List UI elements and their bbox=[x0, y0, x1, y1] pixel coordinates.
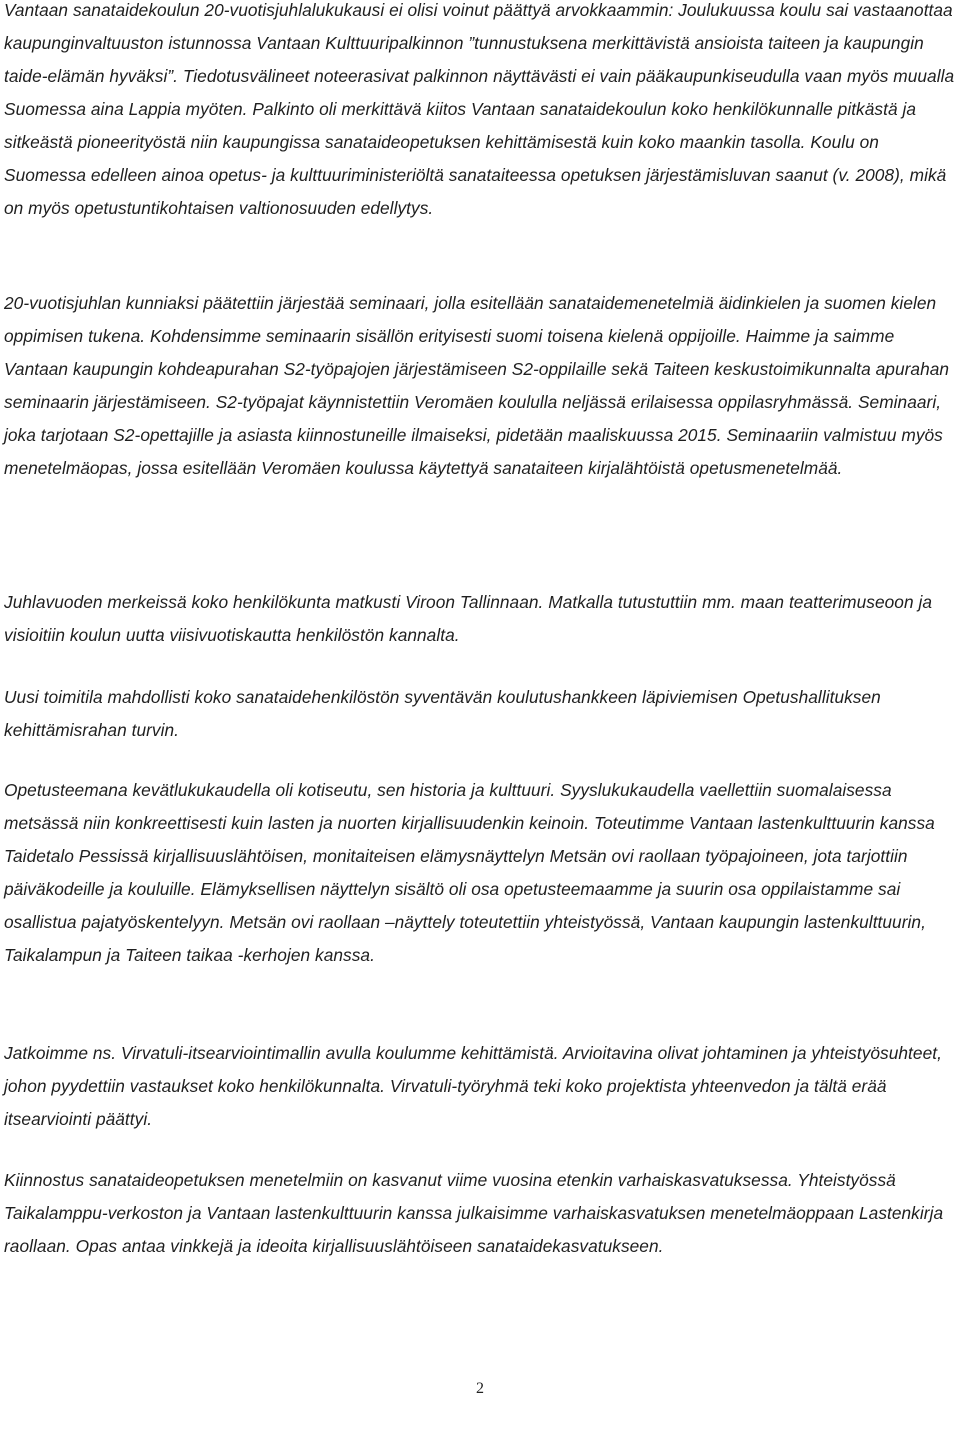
sentence: Opetusteemana kevätlukukaudella oli kotiseutu, sen historia ja kulttuuri. bbox=[4, 780, 561, 800]
sentence: Kiinnostus sanataideopetuksen menetelmiin on kasvanut viime vuosina etenkin varhaiskasvatuksessa. bbox=[4, 1170, 798, 1190]
paragraph-new-premises bbox=[4, 681, 960, 747]
sentence: Kohdensimme seminaarin sisällön erityisesti suomi toisena kielenä oppijoille. bbox=[149, 326, 746, 346]
sentence: Matkalla tutustuttiin mm. maan teatterimuseoon ja visioitiin koulun uutta viisivuotiskautta henkilöstön kannalta. bbox=[4, 592, 933, 645]
sentence: Syyslukukaudella vaellettiin suomalaisessa metsässä niin konkreettisesti kuin lasten ja nuorten kirjallisuudenkin keinoin. bbox=[4, 780, 892, 833]
sentence: Arvioitavina olivat johtaminen ja yhteistyösuhteet, johon pyydettiin vastaukset koko henkilökunnalta. bbox=[4, 1043, 942, 1096]
paragraph-teaching-theme bbox=[4, 774, 960, 972]
paragraph-self-assessment bbox=[4, 1037, 960, 1136]
sentence: Virvatuli-työryhmä teki koko projektista yhteenvedon ja tältä erää itsearviointi päättyi. bbox=[4, 1076, 887, 1129]
page-number: 2 bbox=[476, 1380, 484, 1397]
paragraph-staff-trip bbox=[4, 586, 960, 652]
sentence: Vantaan sanataidekoulun 20-vuotisjuhlalukukausi ei olisi voinut päättyä arvokkaammin: Joulukuussa koulu sai vastaanottaa kaupunginvaltuuston istunnossa Vantaan Kulttuuripalkinnon ”tunnustuksena merkittävistä ansioista taiteen ja kaupungin taide-elämän hyväksi”. Tiedotusvälineet noteerasivat palkinnon näyttävästi ei vain pääkaupunkiseudulla vaan myös muualla Suomessa aina Lappia myöten. bbox=[4, 0, 955, 119]
sentence: Opas antaa vinkkejä ja ideoita kirjallisuuslähtöiseen sanataidekasvatukseen. bbox=[75, 1236, 664, 1256]
paragraph-early-education bbox=[4, 1164, 960, 1263]
sentence: Elämyksellisen näyttelyn sisältö oli osa opetusteemaamme ja suurin osa oppilaistamme sai osallistua pajatyöskentelyyn. bbox=[4, 879, 901, 932]
sentence: 20-vuotisjuhlan kunniaksi päätettiin järjestää seminaari, jolla esitellään sanataidemenetelmiä äidinkielen ja suomen kielen oppimisen tukena. bbox=[4, 293, 937, 346]
paragraph-culture-award bbox=[4, 0, 960, 225]
sentence: S2-työpajat käynnistettiin Veromäen koululla neljässä erilaisessa oppilasryhmässä. bbox=[215, 392, 858, 412]
paragraph-anniversary-seminar bbox=[4, 287, 960, 485]
sentence: Seminaariin valmistuu myös menetelmäopas, jossa esitellään Veromäen koulussa käytettyä sanataiteen kirjalähtöistä opetusmenetelmää. bbox=[4, 425, 943, 478]
sentence: Metsän ovi raollaan –näyttely toteutettiin yhteistyössä, Vantaan kaupungin lastenkulttuurin, Taikalampun ja Taiteen taikaa -kerhojen kanssa. bbox=[4, 912, 926, 965]
sentence: Juhlavuoden merkeissä koko henkilökunta matkusti Viroon Tallinnaan. bbox=[4, 592, 549, 612]
sentence: Haimme ja saimme Vantaan kaupungin kohdeapurahan S2-työpajojen järjestämiseen S2-oppilaille sekä Taiteen keskustoimikunnalta apurahan seminaarin järjestämiseen. bbox=[4, 326, 950, 412]
sentence: Seminaari, joka tarjotaan S2-opettajille ja asiasta kiinnostuneille ilmaiseksi, pidetään maaliskuussa 2015. bbox=[4, 392, 942, 445]
sentence: Koulu on Suomessa edelleen ainoa opetus- ja kulttuuriministeriöltä sanataiteessa opetuksen järjestämisluvan saanut (v. 2008), mikä on myös opetustuntikohtaisen valtionosuuden edellytys. bbox=[4, 132, 947, 218]
sentence: Palkinto oli merkittävä kiitos Vantaan sanataidekoulun koko henkilökunnalle pitkästä ja sitkeästä pioneerityöstä niin kaupungissa sanataideopetuksen kehittämisestä kuin koko maankin tasolla. bbox=[4, 99, 917, 152]
sentence: Toteutimme Vantaan lastenkulttuurin kanssa Taidetalo Pessissä kirjallisuuslähtöisen, monitaiteisen elämysnäyttelyn Metsän ovi raollaan työpajoineen, jota tarjottiin päiväkodeille ja kouluille. bbox=[4, 813, 935, 899]
sentence: Jatkoimme ns. Virvatuli-itsearviointimallin avulla koulumme kehittämistä. bbox=[4, 1043, 563, 1063]
sentence: Yhteistyössä Taikalamppu-verkoston ja Vantaan lastenkulttuurin kanssa julkaisimme varhaiskasvatuksen menetelmäoppaan Lastenkirja raollaan. bbox=[4, 1170, 944, 1256]
sentence: Uusi toimitila mahdollisti koko sanataidehenkilöstön syventävän koulutushankkeen läpiviemisen Opetushallituksen kehittämisrahan turvin. bbox=[4, 687, 881, 740]
